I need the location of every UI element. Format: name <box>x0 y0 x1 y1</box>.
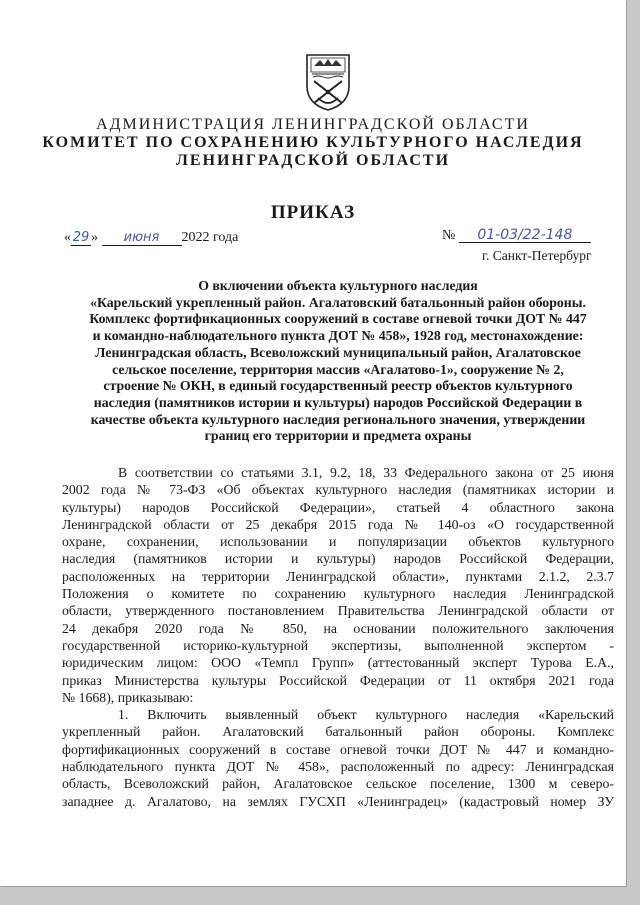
body-line: расположенных на территории Ленинградской области», пунктами 2.1.2, 2.3.7 <box>62 568 614 584</box>
order-date <box>64 230 238 246</box>
body-line: охране, сохранении, использовании и популяризации объектов культурного <box>62 534 614 550</box>
order-city: г. Санкт-Петербург <box>482 248 592 263</box>
body-line: наследия (памятников истории и культуры) народов Российской Федерации, <box>62 551 614 567</box>
body-line: 1. Включить выявленный объект культурного наследия «Карельский <box>118 707 614 723</box>
body-line: юридическим лицом: ООО «Темпл Групп» (аттестованный эксперт Турова Е.А., <box>62 655 614 671</box>
date-month-handwritten: июня <box>102 231 182 246</box>
order-number <box>442 228 591 244</box>
org-line-administration: АДМИНИСТРАЦИЯ ЛЕНИНГРАДСКОЙ ОБЛАСТИ <box>96 116 530 133</box>
title-line: границ его территории и предмета охраны <box>204 428 472 444</box>
body-line: 24 декабря 2020 года № 850, на основании положительного заключения <box>62 620 614 636</box>
order-number-prefix: № <box>442 228 456 243</box>
body-line: западнее д. Агалатово, на землях ГУСХП «Ленинградец» (кадастровый номер ЗУ <box>62 793 614 809</box>
body-line: № 1668), приказываю: <box>62 689 194 705</box>
body-line: Ленинградской области от 25 декабря 2015 года № 140-оз «О государственной <box>62 516 614 532</box>
org-line-region: ЛЕНИНГРАДСКОЙ ОБЛАСТИ <box>175 152 451 169</box>
body-line: культуры) народов Российской Федерации», статьей 4 областного закона <box>62 499 614 515</box>
leningrad-oblast-coat-of-arms-icon <box>304 52 352 112</box>
document-type-heading: ПРИКАЗ <box>270 202 356 223</box>
body-line: фортификационных сооружений в составе огневой точки ДОТ № 447 и командно- <box>62 741 614 757</box>
body-line: область, Всеволожский район, Агалатовское сельское поселение, 1300 м северо- <box>62 776 614 792</box>
title-line: О включении объекта культурного наследия <box>198 278 478 293</box>
order-body <box>62 464 614 810</box>
org-line-committee: КОМИТЕТ ПО СОХРАНЕНИЮ КУЛЬТУРНОГО НАСЛЕДИЯ <box>42 134 584 151</box>
date-quote-open: « <box>64 230 71 245</box>
body-line: 2002 года № 73-ФЗ «Об объектах культурного наследия (памятниках истории и <box>62 482 614 498</box>
title-line: качестве объекта культурного наследия регионального значения, утверждении <box>90 411 586 427</box>
body-line: укрепленный район. Агалатовский батальонный район обороны. Комплекс <box>62 724 614 740</box>
body-line: наблюдательного пункта ДОТ № 458», расположенный по адресу: Ленинградская <box>62 759 614 775</box>
date-year: 2022 года <box>181 230 239 245</box>
order-title <box>62 278 614 445</box>
body-line: государственной историко-культурной экспертизы, выполненной экспертом - <box>62 637 614 653</box>
title-line: Ленинградская область, Всеволожский муниципальный район, Агалатовское <box>95 344 581 360</box>
order-number-handwritten: 01-03/22-148 <box>459 228 591 243</box>
body-line: Положения о комитете по сохранению культурного наследия Ленинградской <box>62 586 614 602</box>
date-day-handwritten: 29 <box>72 230 90 245</box>
title-line: строение № ОКН, в единый государственный реестр объектов культурного <box>103 378 573 394</box>
title-line: «Карельский укрепленный район. Агалатовский батальонный район обороны. <box>90 294 586 310</box>
body-line: В соответствии со статьями 3.1, 9.2, 18, 33 Федерального закона от 25 июня <box>118 465 614 480</box>
body-line: области, утвержденного постановлением Правительства Ленинградской области от <box>62 603 614 619</box>
title-line: Комплекс фортификационных сооружений в составе огневой точки ДОТ № 447 <box>89 311 587 327</box>
title-line: наследия (памятников истории и культуры) народов Российской Федерации в <box>93 394 583 410</box>
title-line: и командно-наблюдательного пункта ДОТ № 458», 1928 год, местонахождение: <box>92 328 584 344</box>
body-line: приказ Министерства культуры Российской Федерации от 11 октября 2021 года <box>62 672 614 688</box>
date-quote-close: » <box>91 230 98 245</box>
title-line: сельское поселение, территория массив «Агалатово-1», сооружение № 2, <box>112 361 564 377</box>
